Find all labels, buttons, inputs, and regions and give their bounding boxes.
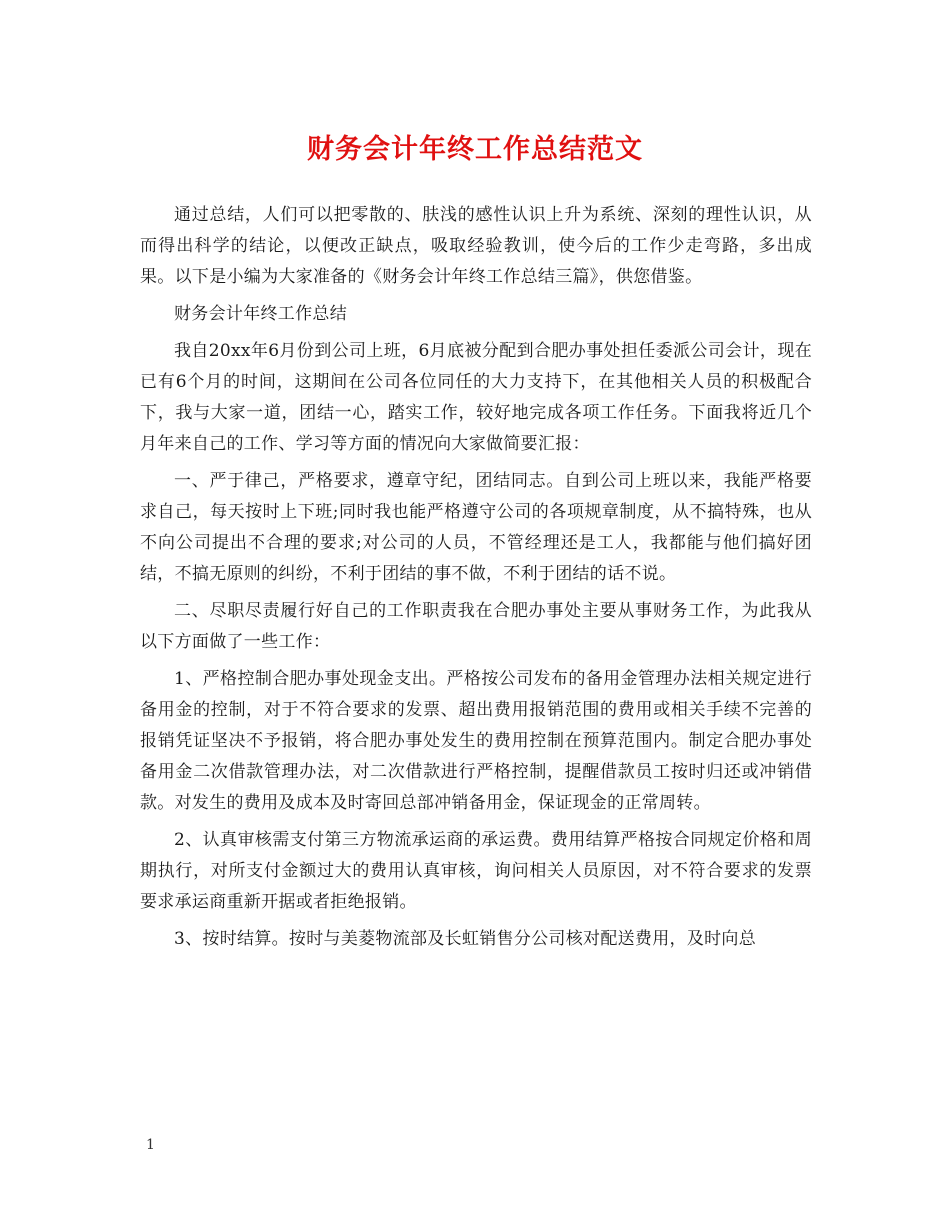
document-body (140, 200, 812, 961)
paragraph-background: 我自20xx年6月份到公司上班，6月底被分配到合肥办事处担任委派公司会计，现在已有6个月的时间，这期间在公司各位同任的大力支持下，在其他相关人员的积极配合下，我与大家一道，团结一心，踏实工作，较好地完成各项工作任务。下面我将近几个月年来自己的工作、学习等方面的情况向大家做简要汇报： (140, 341, 812, 454)
paragraph-section-two: 二、尽职尽责履行好自己的工作职责我在合肥办事处主要从事财务工作，为此我从以下方面做了一些工作： (140, 601, 812, 652)
paragraph-subheading: 财务会计年终工作总结 (174, 304, 347, 324)
page-number: 1 (146, 1137, 155, 1153)
paragraph-item-three: 3、按时结算。按时与美菱物流部及长虹销售分公司核对配送费用，及时向总 (174, 929, 757, 949)
paragraph-item-one: 1、严格控制合肥办事处现金支出。严格按公司发布的备用金管理办法相关规定进行备用金的控制，对于不符合要求的发票、超出费用报销范围的费用或相关手续不完善的报销凭证坚决不予报销，将合肥办事处发生的费用控制在预算范围内。制定合肥办事处备用金二次借款管理办法，对二次借款进行严格控制，提醒借款员工按时归还或冲销借款。对发生的费用及成本及时寄回总部冲销备用金，保证现金的正常周转。 (140, 669, 812, 813)
paragraph-section-one: 一、严于律己，严格要求，遵章守纪，团结同志。自到公司上班以来，我能严格要求自己，每天按时上下班;同时我也能严格遵守公司的各项规章制度，从不搞特殊，也从不向公司提出不合理的要求;对公司的人员，不管经理还是工人，我都能与他们搞好团结，不搞无原则的纠纷，不利于团结的事不做，不利于团结的话不说。 (140, 471, 812, 584)
paragraph-item-two: 2、认真审核需支付第三方物流承运商的承运费。费用结算严格按合同规定价格和周期执行，对所支付金额过大的费用认真审核，询问相关人员原因，对不符合要求的发票要求承运商重新开据或者拒绝报销。 (140, 830, 812, 912)
paragraph-intro: 通过总结，人们可以把零散的、肤浅的感性认识上升为系统、深刻的理性认识，从而得出科学的结论，以便改正缺点，吸取经验教训，使今后的工作少走弯路，多出成果。以下是小编为大家准备的《财务会计年终工作总结三篇》，供您借鉴。 (140, 205, 812, 287)
document-title: 财务会计年终工作总结范文 (307, 134, 643, 165)
